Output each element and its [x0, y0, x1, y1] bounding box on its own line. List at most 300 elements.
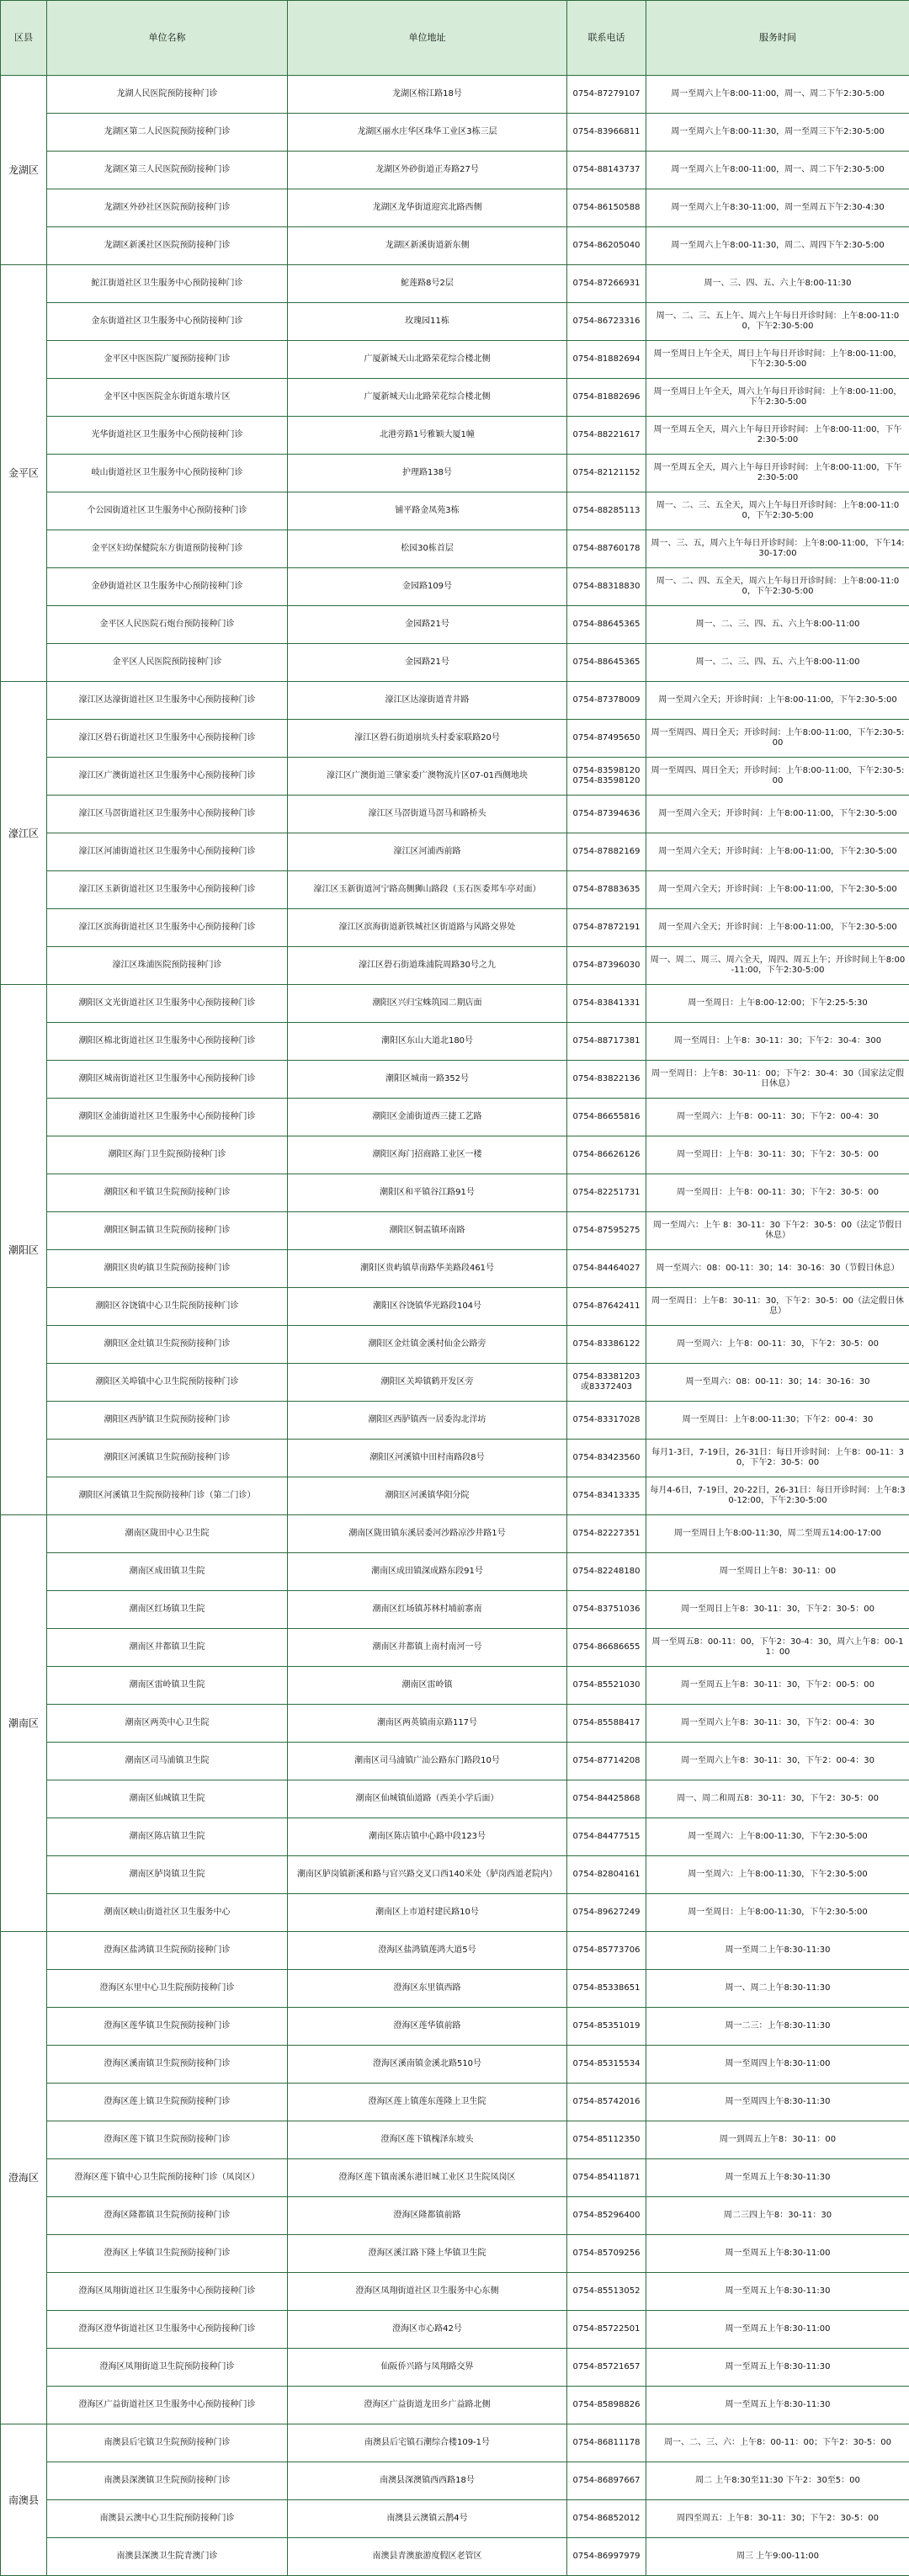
- unit-name: 濠江区广澳街道社区卫生服务中心预防接种门诊: [47, 758, 288, 796]
- unit-name: 潮南区两英中心卫生院: [47, 1705, 288, 1743]
- table-row: [1, 947, 909, 985]
- unit-name: 澄海区莲下镇卫生院预防接种门诊: [47, 2121, 288, 2159]
- unit-phone: 0754-85315534: [567, 2046, 646, 2084]
- service-hours: 周一至周日：上午8:00-12:00；下午2:25-5:30: [646, 985, 909, 1023]
- service-hours: 周一、周二上午8:30-11:30: [646, 1970, 909, 2008]
- unit-name: 潮南区红场镇卫生院: [47, 1591, 288, 1629]
- table-row: [1, 303, 909, 341]
- service-hours: 周一至周四、周日全天；开诊时间：上午8:00-11:00，下午2:30-5:00: [646, 758, 909, 796]
- unit-address: 潮阳区关埠镇鹤开发区旁: [288, 1364, 567, 1402]
- unit-name: 濠江区河浦街道社区卫生服务中心预防接种门诊: [47, 833, 288, 871]
- table-row: [1, 1705, 909, 1743]
- service-hours: 周一、二、三、四、五、六上午8:00-11:00: [646, 606, 909, 644]
- unit-address: 濠江区礐石街道珠浦院周路30号之九: [288, 947, 567, 985]
- table-row: [1, 1174, 909, 1212]
- unit-name: 潮阳区贵屿镇卫生院预防接种门诊: [47, 1250, 288, 1288]
- unit-address: 金园路109号: [288, 568, 567, 606]
- table-row: [1, 2462, 909, 2500]
- unit-address: 潮阳区贵屿镇草南路华美路段461号: [288, 1250, 567, 1288]
- unit-address: 潮南区仙城镇仙道路（西美小学后面）: [288, 1780, 567, 1818]
- unit-name: 鮀江街道社区卫生服务中心预防接种门诊: [47, 265, 288, 303]
- table-row: [1, 1818, 909, 1856]
- unit-address: 潮南区陈店镇中心路中段123号: [288, 1818, 567, 1856]
- table-row: [1, 265, 909, 303]
- service-hours: 周一至周六全天；开诊时间：上午8:00-11:00，下午2:30-5:00: [646, 833, 909, 871]
- unit-phone: 0754-83381203 或83372403: [567, 1364, 646, 1402]
- unit-phone: 0754-86655816: [567, 1099, 646, 1136]
- unit-phone: 0754-83598120 0754-83598120: [567, 758, 646, 796]
- unit-address: 潮南区司马浦镇广汕公路东门路段10号: [288, 1743, 567, 1780]
- service-hours: 周一至周五上午8：30-11：30，下午2：00-5：00: [646, 1667, 909, 1705]
- unit-phone: 0754-85351019: [567, 2008, 646, 2046]
- unit-phone: 0754-86811178: [567, 2424, 646, 2462]
- unit-phone: 0754-88645365: [567, 606, 646, 644]
- table-row: [1, 2121, 909, 2159]
- header-phone: 联系电话: [567, 1, 646, 76]
- unit-phone: 0754-85338651: [567, 1970, 646, 2008]
- unit-address: 龙湖区新溪街道新东侧: [288, 227, 567, 265]
- table-row: [1, 1932, 909, 1970]
- unit-name: 潮阳区棉北街道社区卫生服务中心预防接种门诊: [47, 1023, 288, 1061]
- service-hours: 周一、二、三、四、五、六上午8:00-11:00: [646, 644, 909, 682]
- service-hours: 周二三四上午8：30-11：30: [646, 2197, 909, 2235]
- table-row: [1, 758, 909, 796]
- unit-address: 金园路21号: [288, 644, 567, 682]
- unit-name: 龙湖区第二人民医院预防接种门诊: [47, 114, 288, 152]
- unit-name: 潮阳区铜盂镇卫生院预防接种门诊: [47, 1212, 288, 1250]
- unit-name: 澄海区东里中心卫生院预防接种门诊: [47, 1970, 288, 2008]
- table-row: [1, 2008, 909, 2046]
- unit-address: 松园30栋首层: [288, 530, 567, 568]
- unit-name: 澄海区盐鸿镇卫生院预防接种门诊: [47, 1932, 288, 1970]
- unit-name: 个公园街道社区卫生服务中心预防接种门诊: [47, 492, 288, 530]
- service-hours: 周一至周日上午8：30-11：00: [646, 1553, 909, 1591]
- unit-address: 广厦新城天山北路荣花综合楼北侧: [288, 341, 567, 379]
- unit-name: 金平区人民医院石炮台预防接种门诊: [47, 606, 288, 644]
- table-row: [1, 114, 909, 152]
- service-hours: 周一至周五全天，周六上午每日开诊时间：上午8:00-11:00，下午2:30-5:00: [646, 455, 909, 492]
- unit-phone: 0754-84464027: [567, 1250, 646, 1288]
- service-hours: 周一至周日：上午8：30-11：30；下午2：30-5：00: [646, 1136, 909, 1174]
- unit-name: 潮阳区金浦街道社区卫生服务中心预防接种门诊: [47, 1099, 288, 1136]
- unit-phone: 0754-82804161: [567, 1856, 646, 1894]
- service-hours: 周一至周六：上午8：00-11：30，下午2：30-5：00: [646, 1326, 909, 1364]
- unit-name: 濠江区玉新街道社区卫生服务中心预防接种门诊: [47, 871, 288, 909]
- unit-address: 潮阳区金灶镇金溪村仙金公路旁: [288, 1326, 567, 1364]
- unit-phone: 0754-83966811: [567, 114, 646, 152]
- table-row: [1, 1402, 909, 1440]
- table-body: [1, 76, 909, 2576]
- unit-name: 金平区妇幼保健院东方街道预防接种门诊: [47, 530, 288, 568]
- unit-phone: 0754-82251731: [567, 1174, 646, 1212]
- unit-address: 金园路21号: [288, 606, 567, 644]
- unit-phone: 0754-85411871: [567, 2159, 646, 2197]
- unit-address: 濠江区礐石街道崩坑头村委家联路20号: [288, 720, 567, 758]
- table-row: [1, 1326, 909, 1364]
- unit-phone: 0754-83751036: [567, 1591, 646, 1629]
- unit-name: 潮南区仙城镇卫生院: [47, 1780, 288, 1818]
- unit-address: 濠江区玉新街道河宁路高侧狮山路段（玉石医委邦车亭对面）: [288, 871, 567, 909]
- unit-address: 潮南区雷岭镇: [288, 1667, 567, 1705]
- unit-phone: 0754-86723316: [567, 303, 646, 341]
- unit-address: 仙阪侨兴路与凤翔路交界: [288, 2349, 567, 2387]
- unit-phone: 0754-83423560: [567, 1440, 646, 1477]
- unit-address: 澄海区溪江路下隆上华镇卫生院: [288, 2235, 567, 2273]
- unit-name: 金砂街道社区卫生服务中心预防接种门诊: [47, 568, 288, 606]
- service-hours: 周一至周六：上午8：00-11：30；下午2：00-4：30: [646, 1099, 909, 1136]
- service-hours: 周一至周五上午8:30-11:30: [646, 2349, 909, 2387]
- unit-phone: 0754-84477515: [567, 1818, 646, 1856]
- header-hours: 服务时间: [646, 1, 909, 76]
- unit-name: 濠江区马滘街道社区卫生服务中心预防接种门诊: [47, 796, 288, 833]
- table-row: [1, 2349, 909, 2387]
- unit-phone: 0754-87394636: [567, 796, 646, 833]
- unit-name: 澄海区上华镇卫生院预防接种门诊: [47, 2235, 288, 2273]
- table-row: [1, 455, 909, 492]
- unit-name: 金平区中医医院广厦预防接种门诊: [47, 341, 288, 379]
- unit-name: 潮阳区关埠镇中心卫生院预防接种门诊: [47, 1364, 288, 1402]
- unit-phone: 0754-87595275: [567, 1212, 646, 1250]
- unit-address: 南澳县后宅镇石潮综合楼109-1号: [288, 2424, 567, 2462]
- unit-phone: 0754-82121152: [567, 455, 646, 492]
- service-hours: 周一、二、三、五全天，周六上午每日开诊时间：上午8:00-11:00，下午2:30-5:00: [646, 492, 909, 530]
- table-row: [1, 720, 909, 758]
- unit-address: 潮阳区铜盂镇环南路: [288, 1212, 567, 1250]
- table-row: [1, 1288, 909, 1326]
- unit-name: 潮阳区河溪镇卫生院预防接种门诊: [47, 1440, 288, 1477]
- unit-phone: 0754-88285113: [567, 492, 646, 530]
- table-row: [1, 76, 909, 114]
- unit-address: 濠江区滨海街道新铁城社区街道路与风路交界处: [288, 909, 567, 947]
- unit-address: 澄海区市心路42号: [288, 2311, 567, 2349]
- unit-name: 龙湖区新溪社区医院预防接种门诊: [47, 227, 288, 265]
- unit-phone: 0754-85709256: [567, 2235, 646, 2273]
- unit-phone: 0754-86852012: [567, 2500, 646, 2538]
- service-hours: 周一至周六上午8:00-11:30，周一至周三下午2:30-5:00: [646, 114, 909, 152]
- table-row: [1, 2538, 909, 2576]
- table-row: [1, 2387, 909, 2424]
- table-row: [1, 1477, 909, 1515]
- unit-name: 潮南区司马浦镇卫生院: [47, 1743, 288, 1780]
- unit-phone: 0754-83317028: [567, 1402, 646, 1440]
- unit-phone: 0754-86150588: [567, 189, 646, 227]
- unit-name: 潮阳区城南街道社区卫生服务中心预防接种门诊: [47, 1061, 288, 1099]
- unit-address: 龙湖区龙华街道迎宾北路西侧: [288, 189, 567, 227]
- table-row: [1, 2235, 909, 2273]
- service-hours: 周一至周六上午8:30-11:00，周一至周五下午2:30-4:30: [646, 189, 909, 227]
- unit-name: 金东街道社区卫生服务中心预防接种门诊: [47, 303, 288, 341]
- unit-name: 龙湖区第三人民医院预防接种门诊: [47, 152, 288, 189]
- district-cell: 南澳县: [1, 2424, 47, 2576]
- unit-name: 澄海区凤翔街道社区卫生服务中心预防接种门诊: [47, 2273, 288, 2311]
- unit-phone: 0754-86626126: [567, 1136, 646, 1174]
- table-row: [1, 341, 909, 379]
- unit-phone: 0754-83413335: [567, 1477, 646, 1515]
- unit-address: 澄海区莲华镇前路: [288, 2008, 567, 2046]
- unit-phone: 0754-88645365: [567, 644, 646, 682]
- unit-name: 潮阳区河溪镇卫生院预防接种门诊（第二门诊）: [47, 1477, 288, 1515]
- table-row: [1, 1061, 909, 1099]
- unit-name: 濠江区达濠街道社区卫生服务中心预防接种门诊: [47, 682, 288, 720]
- service-hours: 周一至周六上午8:00-11:00，周一、周二下午2:30-5:00: [646, 152, 909, 189]
- unit-address: 龙湖区外砂街道正寿路27号: [288, 152, 567, 189]
- unit-address: 潮阳区和平镇谷江路91号: [288, 1174, 567, 1212]
- unit-address: 澄海区莲下镇槐泽东坡头: [288, 2121, 567, 2159]
- table-row: [1, 1894, 909, 1932]
- table-row: [1, 985, 909, 1023]
- table-row: [1, 2424, 909, 2462]
- unit-phone: 0754-87279107: [567, 76, 646, 114]
- table-row: [1, 1970, 909, 2008]
- service-hours: 周一至周五上午8:30-11:30: [646, 2273, 909, 2311]
- unit-name: 潮阳区谷饶镇中心卫生院预防接种门诊: [47, 1288, 288, 1326]
- service-hours: 周一至周五上午8:30-11:00: [646, 2235, 909, 2273]
- service-hours: 周一至周日：上午8:00-11:30，下午2:30-5:00: [646, 1894, 909, 1932]
- unit-address: 澄海区溪南镇金溪北路510号: [288, 2046, 567, 2084]
- unit-address: 潮南区井都镇上南村南河一号: [288, 1629, 567, 1667]
- table-row: [1, 796, 909, 833]
- unit-name: 潮阳区和平镇卫生院预防接种门诊: [47, 1174, 288, 1212]
- unit-phone: 0754-85296400: [567, 2197, 646, 2235]
- unit-phone: 0754-82227351: [567, 1515, 646, 1553]
- unit-name: 龙湖人民医院预防接种门诊: [47, 76, 288, 114]
- unit-name: 光华街道社区卫生服务中心预防接种门诊: [47, 417, 288, 455]
- unit-phone: 0754-83386122: [567, 1326, 646, 1364]
- district-cell: 金平区: [1, 265, 47, 682]
- unit-phone: 0754-88318830: [567, 568, 646, 606]
- service-hours: 周一至周六全天；开诊时间：上午8:00-11:00，下午2:30-5:00: [646, 871, 909, 909]
- unit-name: 澄海区莲下镇中心卫生院预防接种门诊（凤岗区）: [47, 2159, 288, 2197]
- unit-phone: 0754-88760178: [567, 530, 646, 568]
- unit-address: 玫瑰园11栋: [288, 303, 567, 341]
- service-hours: 周一至周五上午8:30-11:00: [646, 2311, 909, 2349]
- service-hours: 周一至周六：08：00-11：30；14：30-16：30（节假日休息）: [646, 1250, 909, 1288]
- table-row: [1, 644, 909, 682]
- district-cell: 澄海区: [1, 1932, 47, 2424]
- service-hours: 周一至周五全天，周六上午每日开诊时间：上午8:00-11:00，下午2:30-5:00: [646, 417, 909, 455]
- table-row: [1, 152, 909, 189]
- unit-phone: 0754-83841331: [567, 985, 646, 1023]
- unit-name: 澄海区广益街道社区卫生服务中心预防接种门诊: [47, 2387, 288, 2424]
- service-hours: 周一至周六全天；开诊时间：上午8:00-11:00，下午2:30-5:00: [646, 796, 909, 833]
- unit-phone: 0754-87882169: [567, 833, 646, 871]
- table-row: [1, 1364, 909, 1402]
- service-hours: 周一至周日上午全天，周日上午每日开诊时间：上午8:00-11:00，下午2:30-5:00: [646, 341, 909, 379]
- unit-name: 潮南区峡山街道社区卫生服务中心: [47, 1894, 288, 1932]
- service-hours: 周一至周日上午8:00-11:30，周二至周五14:00-17:00: [646, 1515, 909, 1553]
- unit-address: 潮阳区兴归宝蛛筑园二期店面: [288, 985, 567, 1023]
- table-row: [1, 1591, 909, 1629]
- unit-address: 龙湖区榕江路18号: [288, 76, 567, 114]
- unit-address: 潮阳区海门招商路工业区一楼: [288, 1136, 567, 1174]
- unit-address: 澄海区莲下镇南溪东港旧城工业区卫生院凤岗区: [288, 2159, 567, 2197]
- table-row: [1, 606, 909, 644]
- service-hours: 每月1-3日，7-19日，26-31日：每日开诊时间：上午8：00-11：30，下午2：30-5：00: [646, 1440, 909, 1477]
- service-hours: 周四至周五：上午8：30-11：30；下午2：30-5：00: [646, 2500, 909, 2538]
- service-hours: 周一二三：上午8:30-11:30: [646, 2008, 909, 2046]
- service-hours: 周一、周二、周三、周六全天，周四、周五上午；开诊时间上午8:00-11:00，下午2:30-5:00: [646, 947, 909, 985]
- district-cell: 濠江区: [1, 682, 47, 985]
- unit-phone: 0754-85721657: [567, 2349, 646, 2387]
- header-address: 单位地址: [288, 1, 567, 76]
- service-hours: 周一至周日：上午8:00-11:30；下午2：00-4：30: [646, 1402, 909, 1440]
- unit-address: 潮阳区金浦街道西三捷工艺路: [288, 1099, 567, 1136]
- unit-address: 濠江区达濠街道青井路: [288, 682, 567, 720]
- table-row: [1, 1250, 909, 1288]
- service-hours: 周一至周四、周日全天；开诊时间：上午8:00-11:00，下午2:30-5:00: [646, 720, 909, 758]
- unit-name: 潮阳区西胪镇卫生院预防接种门诊: [47, 1402, 288, 1440]
- service-hours: 周一至周日：上午8：30-11：30；下午2：30-4：300: [646, 1023, 909, 1061]
- unit-address: 潮南区胪岗镇新溪和路与官兴路交叉口西140米处（胪岗西道老院内）: [288, 1856, 567, 1894]
- table-row: [1, 2046, 909, 2084]
- unit-phone: 0754-82248180: [567, 1553, 646, 1591]
- unit-address: 潮南区成田镇深成路东段91号: [288, 1553, 567, 1591]
- unit-address: 龙湖区丽水庄华区珠华工业区3栋三层: [288, 114, 567, 152]
- unit-phone: 0754-81882696: [567, 379, 646, 417]
- service-hours: 周一至周日上午8：30-11：30，下午2：30-5：00: [646, 1591, 909, 1629]
- unit-address: 澄海区盐鸿镇莲鸿大道5号: [288, 1932, 567, 1970]
- unit-phone: 0754-88221617: [567, 417, 646, 455]
- unit-name: 澄海区凤翔街道卫生院预防接种门诊: [47, 2349, 288, 2387]
- unit-phone: 0754-87714208: [567, 1743, 646, 1780]
- unit-address: 铺平路金凤苑3栋: [288, 492, 567, 530]
- table-row: [1, 2159, 909, 2197]
- service-hours: 每月4-6日，7-19日，20-22日，26-31日：每日开诊时间：上午8:30-12:00，下午2:30-5:00: [646, 1477, 909, 1515]
- service-hours: 周一、二、三、五上午、周六上午每日开诊时间：上午8:00-11:00，下午2:30-5:00: [646, 303, 909, 341]
- unit-phone: 0754-88717381: [567, 1023, 646, 1061]
- unit-name: 潮南区井都镇卫生院: [47, 1629, 288, 1667]
- service-hours: 周一至周六上午8:00-11:30，周二、周四下午2:30-5:00: [646, 227, 909, 265]
- unit-address: 潮阳区城南一路352号: [288, 1061, 567, 1099]
- unit-address: 澄海区莲上镇莲东莲隆上卫生院: [288, 2084, 567, 2121]
- unit-address: 潮南区红场镇苏林村埔前寨南: [288, 1591, 567, 1629]
- unit-name: 南澳县后宅镇卫生院预防接种门诊: [47, 2424, 288, 2462]
- service-hours: 周一至周六上午8:00-11:00，周一、周二下午2:30-5:00: [646, 76, 909, 114]
- service-hours: 周一、二、三、六：上午8：00-11：00；下午2：30-5：00: [646, 2424, 909, 2462]
- service-hours: 周三 上午9:00-11:00: [646, 2538, 909, 2576]
- unit-phone: 0754-84425868: [567, 1780, 646, 1818]
- unit-address: 濠江区广澳街道三肇家委广澳物流片区07-01西侧地块: [288, 758, 567, 796]
- table-row: [1, 871, 909, 909]
- unit-address: 潮阳区河溪镇华阳分院: [288, 1477, 567, 1515]
- unit-name: 澄海区溪南镇卫生院预防接种门诊: [47, 2046, 288, 2084]
- unit-name: 濠江区珠浦医院预防接种门诊: [47, 947, 288, 985]
- unit-name: 潮阳区金灶镇卫生院预防接种门诊: [47, 1326, 288, 1364]
- unit-name: 金平区中医医院金东街道东墩片区: [47, 379, 288, 417]
- unit-name: 南澳县深澳卫生院青澳门诊: [47, 2538, 288, 2576]
- district-cell: 龙湖区: [1, 76, 47, 265]
- unit-address: 鮀莲路8号2层: [288, 265, 567, 303]
- unit-name: 潮南区陇田中心卫生院: [47, 1515, 288, 1553]
- unit-address: 潮阳区河溪镇中田村南路段8号: [288, 1440, 567, 1477]
- unit-address: 濠江区马滘街道马滘马和路桥头: [288, 796, 567, 833]
- unit-address: 澄海区广益街道龙田乡广益路北侧: [288, 2387, 567, 2424]
- unit-name: 濠江区礐石街道社区卫生服务中心预防接种门诊: [47, 720, 288, 758]
- service-hours: 周一至周日上午全天，周六上午每日开诊时间：上午8:00-11:00，下午2:30-5:00: [646, 379, 909, 417]
- unit-address: 潮阳区东山大道北180号: [288, 1023, 567, 1061]
- unit-address: 潮阳区西胪镇西一居委沟北洋坊: [288, 1402, 567, 1440]
- unit-address: 潮南区两英镇南京路117号: [288, 1705, 567, 1743]
- service-hours: 周一至周日：上午8：30-11：00；下午2：30-4：30（国家法定假日休息）: [646, 1061, 909, 1099]
- table-row: [1, 1856, 909, 1894]
- unit-phone: 0754-85588417: [567, 1705, 646, 1743]
- district-cell: 潮南区: [1, 1515, 47, 1932]
- unit-phone: 0754-85773706: [567, 1932, 646, 1970]
- service-hours: 周一到周五上午8：30-11：00: [646, 2121, 909, 2159]
- table-row: [1, 530, 909, 568]
- unit-name: 潮阳区文光街道社区卫生服务中心预防接种门诊: [47, 985, 288, 1023]
- service-hours: 周一至周日：上午8：00-11：30；下午2：30-5：00: [646, 1174, 909, 1212]
- service-hours: 周一至周五上午8:30-11:30: [646, 2159, 909, 2197]
- unit-address: 南澳县云澳镇云鹊4号: [288, 2500, 567, 2538]
- service-hours: 周一至周六：上午 8：30-11：30 下午2：30-5：00（法定节假日休息）: [646, 1212, 909, 1250]
- unit-phone: 0754-86997979: [567, 2538, 646, 2576]
- unit-name: 龙湖区外砂社区医院预防接种门诊: [47, 189, 288, 227]
- unit-name: 澄海区莲华镇卫生院预防接种门诊: [47, 2008, 288, 2046]
- table-row: [1, 1667, 909, 1705]
- service-hours: 周一至周六上午8：30-11：30，下午2：00-4：30: [646, 1743, 909, 1780]
- service-hours: 周一至周六全天；开诊时间：上午8:00-11:00，下午2:30-5:00: [646, 682, 909, 720]
- unit-phone: 0754-86205040: [567, 227, 646, 265]
- unit-phone: 0754-87642411: [567, 1288, 646, 1326]
- service-hours: 周一至周六：上午8:00-11:30，下午2:30-5:00: [646, 1856, 909, 1894]
- unit-name: 潮南区胪岗镇卫生院: [47, 1856, 288, 1894]
- service-hours: 周一至周六：08：00-11：30；14：30-16：30: [646, 1364, 909, 1402]
- service-hours: 周一、三、五，周六上午每日开诊时间：上午8:00-11:00，下午14:30-17:00: [646, 530, 909, 568]
- unit-phone: 0754-85722501: [567, 2311, 646, 2349]
- service-hours: 周一至周六全天；开诊时间：上午8:00-11:00，下午2:30-5:00: [646, 909, 909, 947]
- unit-address: 南澳县深澳镇西西路18号: [288, 2462, 567, 2500]
- unit-address: 濠江区河浦西前路: [288, 833, 567, 871]
- table-row: [1, 1136, 909, 1174]
- service-hours: 周二 上午8:30至11:30 下午2：30至5：00: [646, 2462, 909, 2500]
- table-row: [1, 1099, 909, 1136]
- unit-name: 南澳县深澳镇卫生院预防接种门诊: [47, 2462, 288, 2500]
- unit-phone: 0754-87872191: [567, 909, 646, 947]
- table-row: [1, 1780, 909, 1818]
- table-row: [1, 2084, 909, 2121]
- unit-name: 澄海区莲上镇卫生院预防接种门诊: [47, 2084, 288, 2121]
- unit-phone: 0754-87396030: [567, 947, 646, 985]
- header-district: 区县: [1, 1, 47, 76]
- unit-phone: 0754-87495650: [567, 720, 646, 758]
- unit-address: 潮阳区谷饶镇华光路段104号: [288, 1288, 567, 1326]
- table-row: [1, 2197, 909, 2235]
- table-row: [1, 568, 909, 606]
- table-row: [1, 682, 909, 720]
- unit-name: 澄海区隆都镇卫生院预防接种门诊: [47, 2197, 288, 2235]
- unit-name: 濠江区滨海街道社区卫生服务中心预防接种门诊: [47, 909, 288, 947]
- unit-address: 北港旁路1号雅颖大厦1幢: [288, 417, 567, 455]
- service-hours: 周一至周五上午8:30-11:30: [646, 2387, 909, 2424]
- table-row: [1, 2273, 909, 2311]
- unit-address: 潮南区陇田镇东溪居委河沙路凉沙井路1号: [288, 1515, 567, 1553]
- table-row: [1, 909, 909, 947]
- unit-phone: 0754-86686655: [567, 1629, 646, 1667]
- table-header-row: [1, 1, 909, 76]
- unit-address: 南澳县青澳旅游度假区老管区: [288, 2538, 567, 2576]
- unit-name: 潮南区陈店镇卫生院: [47, 1818, 288, 1856]
- unit-phone: 0754-87883635: [567, 871, 646, 909]
- unit-name: 潮南区雷岭镇卫生院: [47, 1667, 288, 1705]
- table-row: [1, 833, 909, 871]
- unit-name: 南澳县云澳中心卫生院预防接种门诊: [47, 2500, 288, 2538]
- unit-name: 澄海区澄华街道社区卫生服务中心预防接种门诊: [47, 2311, 288, 2349]
- unit-address: 澄海区凤翔街道社区卫生服务中心东侧: [288, 2273, 567, 2311]
- unit-phone: 0754-87266931: [567, 265, 646, 303]
- table-row: [1, 1515, 909, 1553]
- service-hours: 周一至周六：上午8:00-11:30，下午2:30-5:00: [646, 1818, 909, 1856]
